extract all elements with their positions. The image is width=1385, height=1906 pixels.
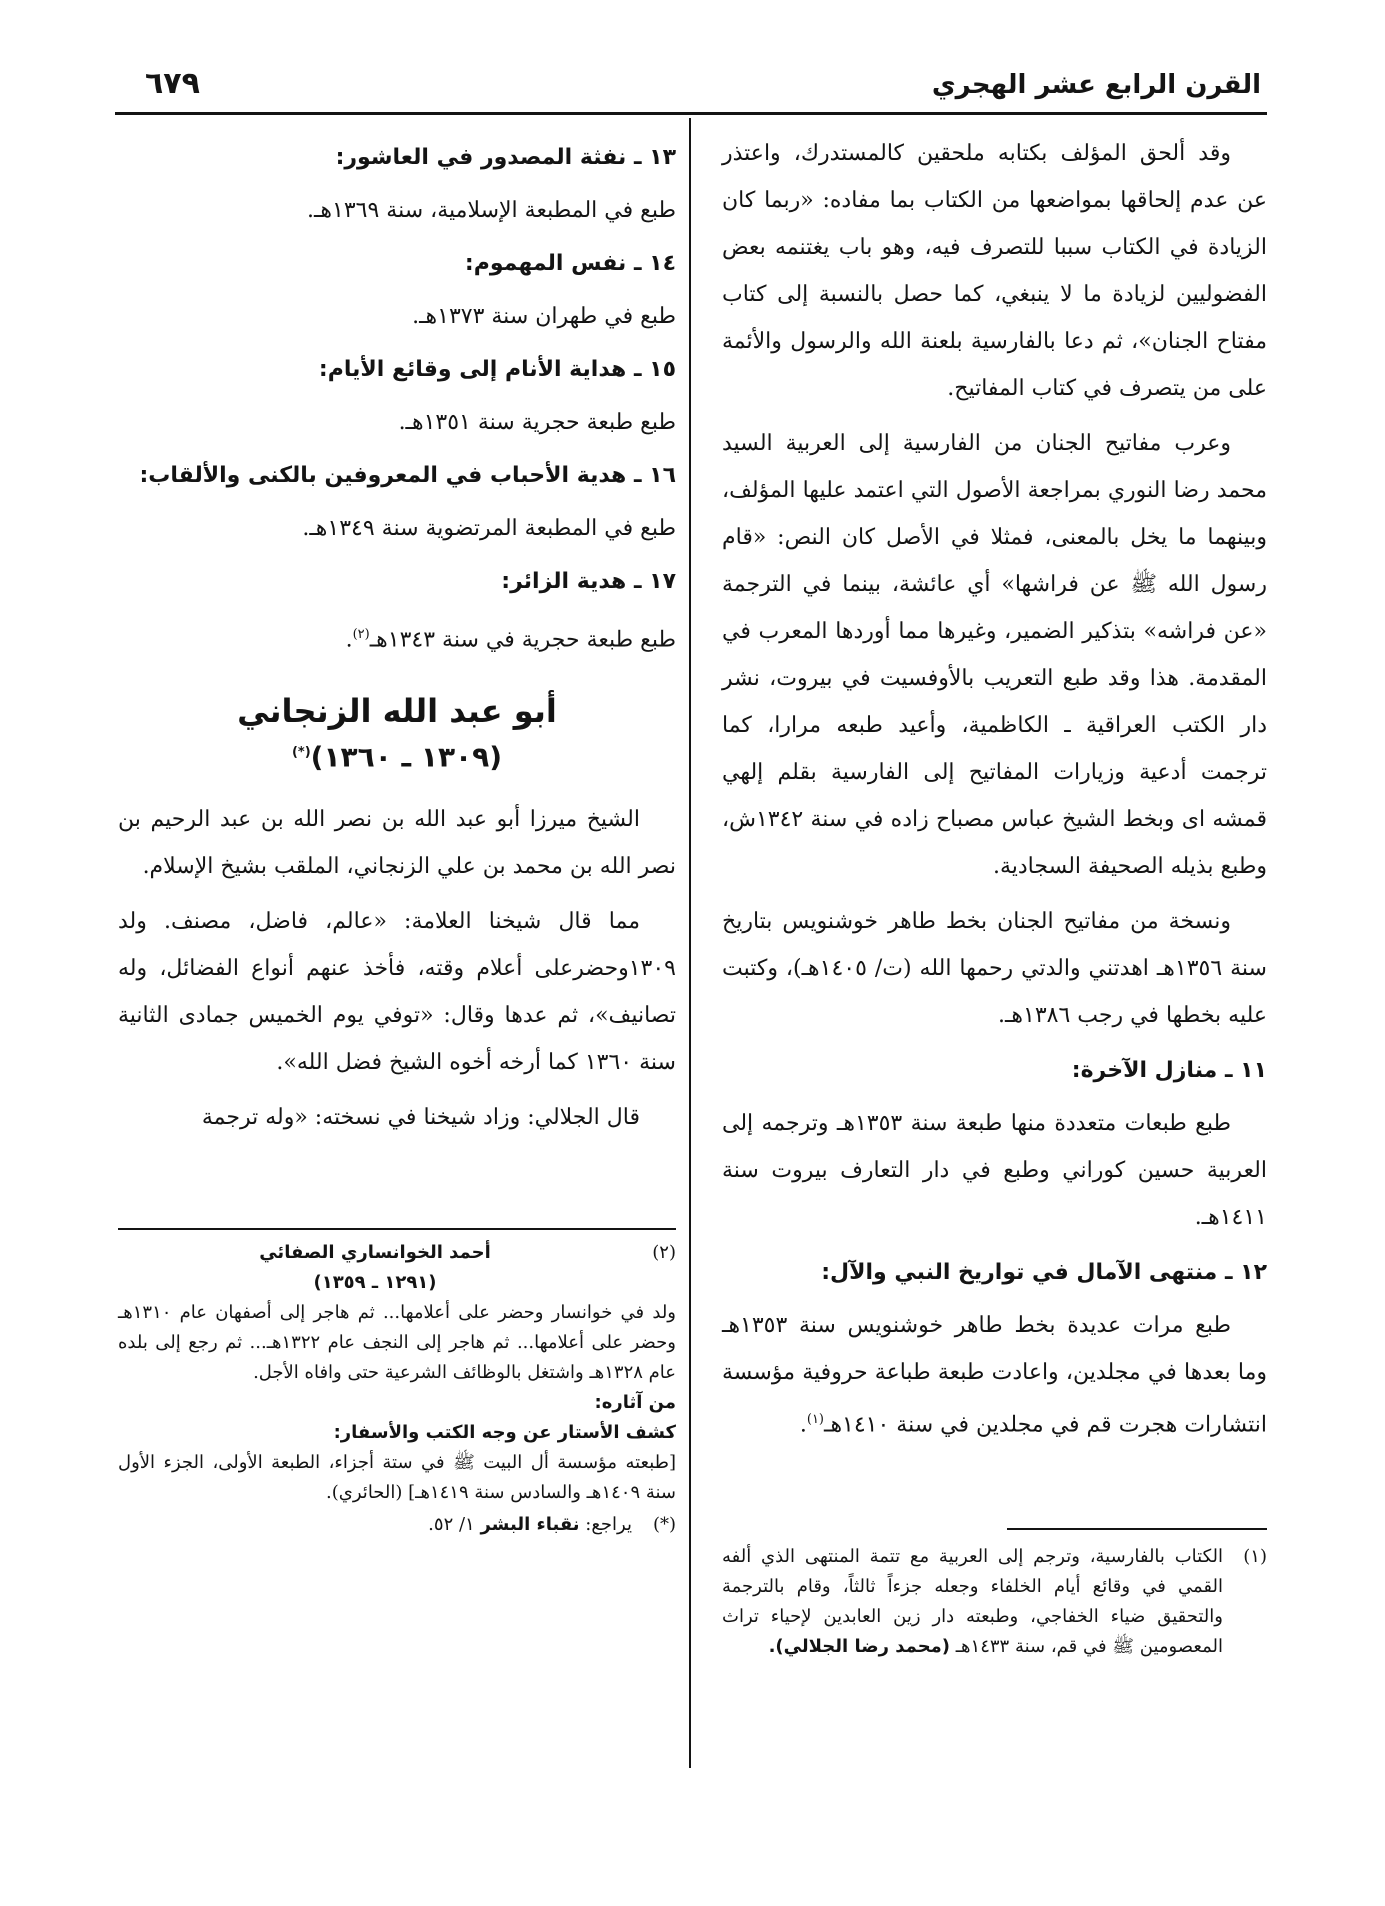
section-heading-16: ١٦ ـ هدية الأحباب في المعروفين بالكنى والألقاب:: [139, 463, 676, 488]
footnote-2-body: [118, 1238, 632, 1298]
footnote-mark-2: (٢): [652, 1242, 676, 1263]
footnote-2-works-label: من آثاره:: [594, 1392, 676, 1413]
footnote-rule-right: [1007, 1528, 1267, 1530]
biography-paragraph-3: قال الجلالي: وزاد شيخنا في نسخته: «وله ترجمة: [201, 1104, 640, 1130]
page-number: ٦٧٩: [145, 66, 200, 101]
footnotes-left: [118, 1238, 676, 1540]
section-heading-11: ١١ ـ منازل الآخرة:: [1071, 1058, 1267, 1083]
section-heading-12: ١٢ ـ منتهى الآمال في تواريخ النبي والآل:: [821, 1260, 1267, 1285]
running-title: القرن الرابع عشر الهجري: [931, 70, 1261, 100]
paragraph-appendix-note: وقد ألحق المؤلف بكتابه ملحقين كالمستدرك، واعتذر عن عدم إلحاقها بمواضعها من الكتاب بما مفاده: «ربما كان الزيادة في الكتاب سببا للتصرف فيه، وهو باب يغتنمه بعض الفضوليين لزيادة ما لا ينبغي، كما حصل بالنسبة إلى كتاب مفتاح الجنان»، ثم دعا بالفارسية بلعنة الله والرسول والأئمة على من يتصرف في كتاب المفاتيح.: [722, 141, 1267, 401]
biography-paragraph-1: الشيخ ميرزا أبو عبد الله بن نصر الله بن عبد الرحيم بن نصر الله بن محمد بن علي الزنجاني، الملقب بشيخ الإسلام.: [118, 806, 676, 879]
paragraph-manuscript-note: ونسخة من مفاتيح الجنان بخط طاهر خوشنويس بتاريخ سنة ١٣٥٦هـ اهدتني والدتي رحمها الله (ت/ ١٤٠٥هـ)، وكتبت عليه بخطها في رجب ١٣٨٦هـ.: [722, 909, 1267, 1028]
footnote-1-text-wrap: [722, 1542, 1223, 1662]
paragraph-translation-note: وعرب مفاتيح الجنان من الفارسية إلى العربية السيد محمد رضا النوري بمراجعة الأصول التي اعتمد عليها المؤلف، وبينهما ما يخل بالمعنى، فمثلا في الأصل كان النص: «قام رسول الله ﷺ عن فراشها» أي عائشة، بينما في الترجمة «عن فراشه» بتذكير الضمير، وغيرها مما أوردها المعرب في المقدمة. هذا وقد طبع التعريب بالأوفسيت في بيروت، نشر دار الكتب العراقية ـ الكاظمية، وأعيد طبعه مرارا، كما ترجمت أدعية وزيارات المفاتيح إلى الفارسية بقلم إلهي قمشه اى وبخط الشيخ عباس مصباح زاده في سنة ١٣٤٢ش، وطبع بذيله الصحيفة السجادية.: [722, 431, 1267, 879]
footnote-ref-star: (*): [291, 745, 311, 761]
footnote-2-name: أحمد الخوانساري الصفائي: [259, 1242, 491, 1263]
footnote-mark-1: (١): [1243, 1546, 1267, 1567]
section-heading-15: ١٥ ـ هداية الأنام إلى وقائع الأيام:: [318, 357, 676, 382]
biography-years: [118, 733, 676, 777]
footnote-rule-left: [118, 1228, 676, 1230]
footnote-1-body: [722, 1542, 1223, 1662]
footnote-2: [118, 1238, 676, 1298]
page-header: [115, 66, 1267, 115]
footnote-2-text-2: [طبعته مؤسسة أل البيت ﷺ في ستة أجزاء، الطبعة الأولى، الجزء الأول سنة ١٤٠٩هـ والسادس سنة ١٤١٩هـ] (الحائري).: [118, 1452, 676, 1503]
footnote-2-text-1: ولد في خوانسار وحضر على أعلامها... ثم هاجر إلى أصفهان عام ١٣١٠هـ وحضر على أعلامها... ثم هاجر إلى النجف عام ١٣٢٢هـ... ثم رجع إلى بلده عام ١٣٢٨هـ واشتغل بالوظائف الشرعية حتى وافاه الأجل.: [118, 1302, 676, 1383]
section-heading-14: ١٤ ـ نفس المهموم:: [464, 251, 676, 276]
paragraph-17: طبع طبعة حجرية في سنة ١٣٤٣هـ$^{(٢)}$.: [345, 627, 676, 653]
paragraph-14: طبع في طهران سنة ١٣٧٣هـ.: [412, 304, 676, 329]
biography-paragraph-2: مما قال شيخنا العلامة: «عالم، فاضل، مصنف. ولد ١٣٠٩وحضرعلى أعلام وقته، فأخذ عنهم أنواع الفضائل، وله تصانيف»، ثم عدها وقال: «توفي يوم الخميس جمادى الثانية سنة ١٣٦٠ كما أرخه أخوه الشيخ فضل الله».: [118, 908, 676, 1075]
left-column: [118, 130, 676, 1149]
section-heading-13: ١٣ ـ نفثة المصدور في العاشور:: [335, 145, 676, 170]
footnote-star-ref: ١/ ٥٢.: [428, 1514, 475, 1535]
section-heading-17: ١٧ ـ هدية الزائر:: [501, 569, 676, 594]
biography-title: أبو عبد الله الزنجاني: [237, 692, 557, 731]
paragraph-16: طبع في المطبعة المرتضوية سنة ١٣٤٩هـ.: [302, 516, 676, 541]
paragraph-17-text: طبع طبعة حجرية في سنة ١٣٤٣هـ: [369, 627, 676, 653]
footnote-star-body: [118, 1510, 632, 1540]
footnote-2-work-title: كشف الأستار عن وجه الكتب والأسفار:: [333, 1422, 676, 1443]
paragraph-11: طبع طبعات متعددة منها طبعة سنة ١٣٥٣هـ وترجمه إلى العربية حسين كوراني وطبع في دار التعارف بيروت سنة ١٤١١هـ.: [722, 1111, 1267, 1230]
footnotes-right: [722, 1542, 1267, 1662]
footnote-ref-1: (١): [806, 1412, 824, 1427]
footnote-star-source: نقباء البشر: [480, 1514, 580, 1535]
paragraph-12-text: طبع مرات عديدة بخط طاهر خوشنويس سنة ١٣٥٣هـ وما بعدها في مجلدين، واعادت طبعة طباعة حروفية مؤسسة انتشارات هجرت قم في مجلدين في سنة ١٤١٠هـ: [722, 1313, 1267, 1438]
footnote-1-signature: (محمد رضا الجلالي).: [768, 1636, 951, 1657]
footnote-2-years: (١٢٩١ ـ ١٣٥٩): [313, 1272, 437, 1293]
right-column: [722, 130, 1267, 1456]
footnote-star-label: يراجع:: [585, 1514, 632, 1535]
footnote-mark-star: (*): [652, 1514, 676, 1535]
paragraph-12: طبع مرات عديدة بخط طاهر خوشنويس سنة ١٣٥٣هـ وما بعدها في مجلدين، واعادت طبعة طباعة حروفية مؤسسة انتشارات هجرت قم في مجلدين في سنة ١٤١٠هـ$^{(١)}$.: [722, 1313, 1267, 1438]
footnote-1-text: الكتاب بالفارسية، وترجم إلى العربية مع تتمة المنتهى الذي ألفه القمي في وقائع أيام الخلفاء وجعله جزءاً ثالثاً، وقام بالترجمة والتحقيق ضياء الخفاجي، وطبعته دار زين العابدين لإحياء تراث المعصومين ﷺ في قم، سنة ١٤٣٣هـ: [722, 1546, 1223, 1657]
column-divider: [689, 118, 691, 1768]
paragraph-13: طبع في المطبعة الإسلامية، سنة ١٣٦٩هـ.: [306, 198, 676, 223]
footnote-star: [118, 1510, 676, 1540]
biography-years-text: (١٣٠٩ ـ ١٣٦٠): [310, 740, 503, 774]
footnote-1: [722, 1542, 1267, 1662]
footnote-ref-2: (٢): [352, 627, 370, 642]
paragraph-15: طبع طبعة حجرية سنة ١٣٥١هـ.: [398, 410, 676, 435]
